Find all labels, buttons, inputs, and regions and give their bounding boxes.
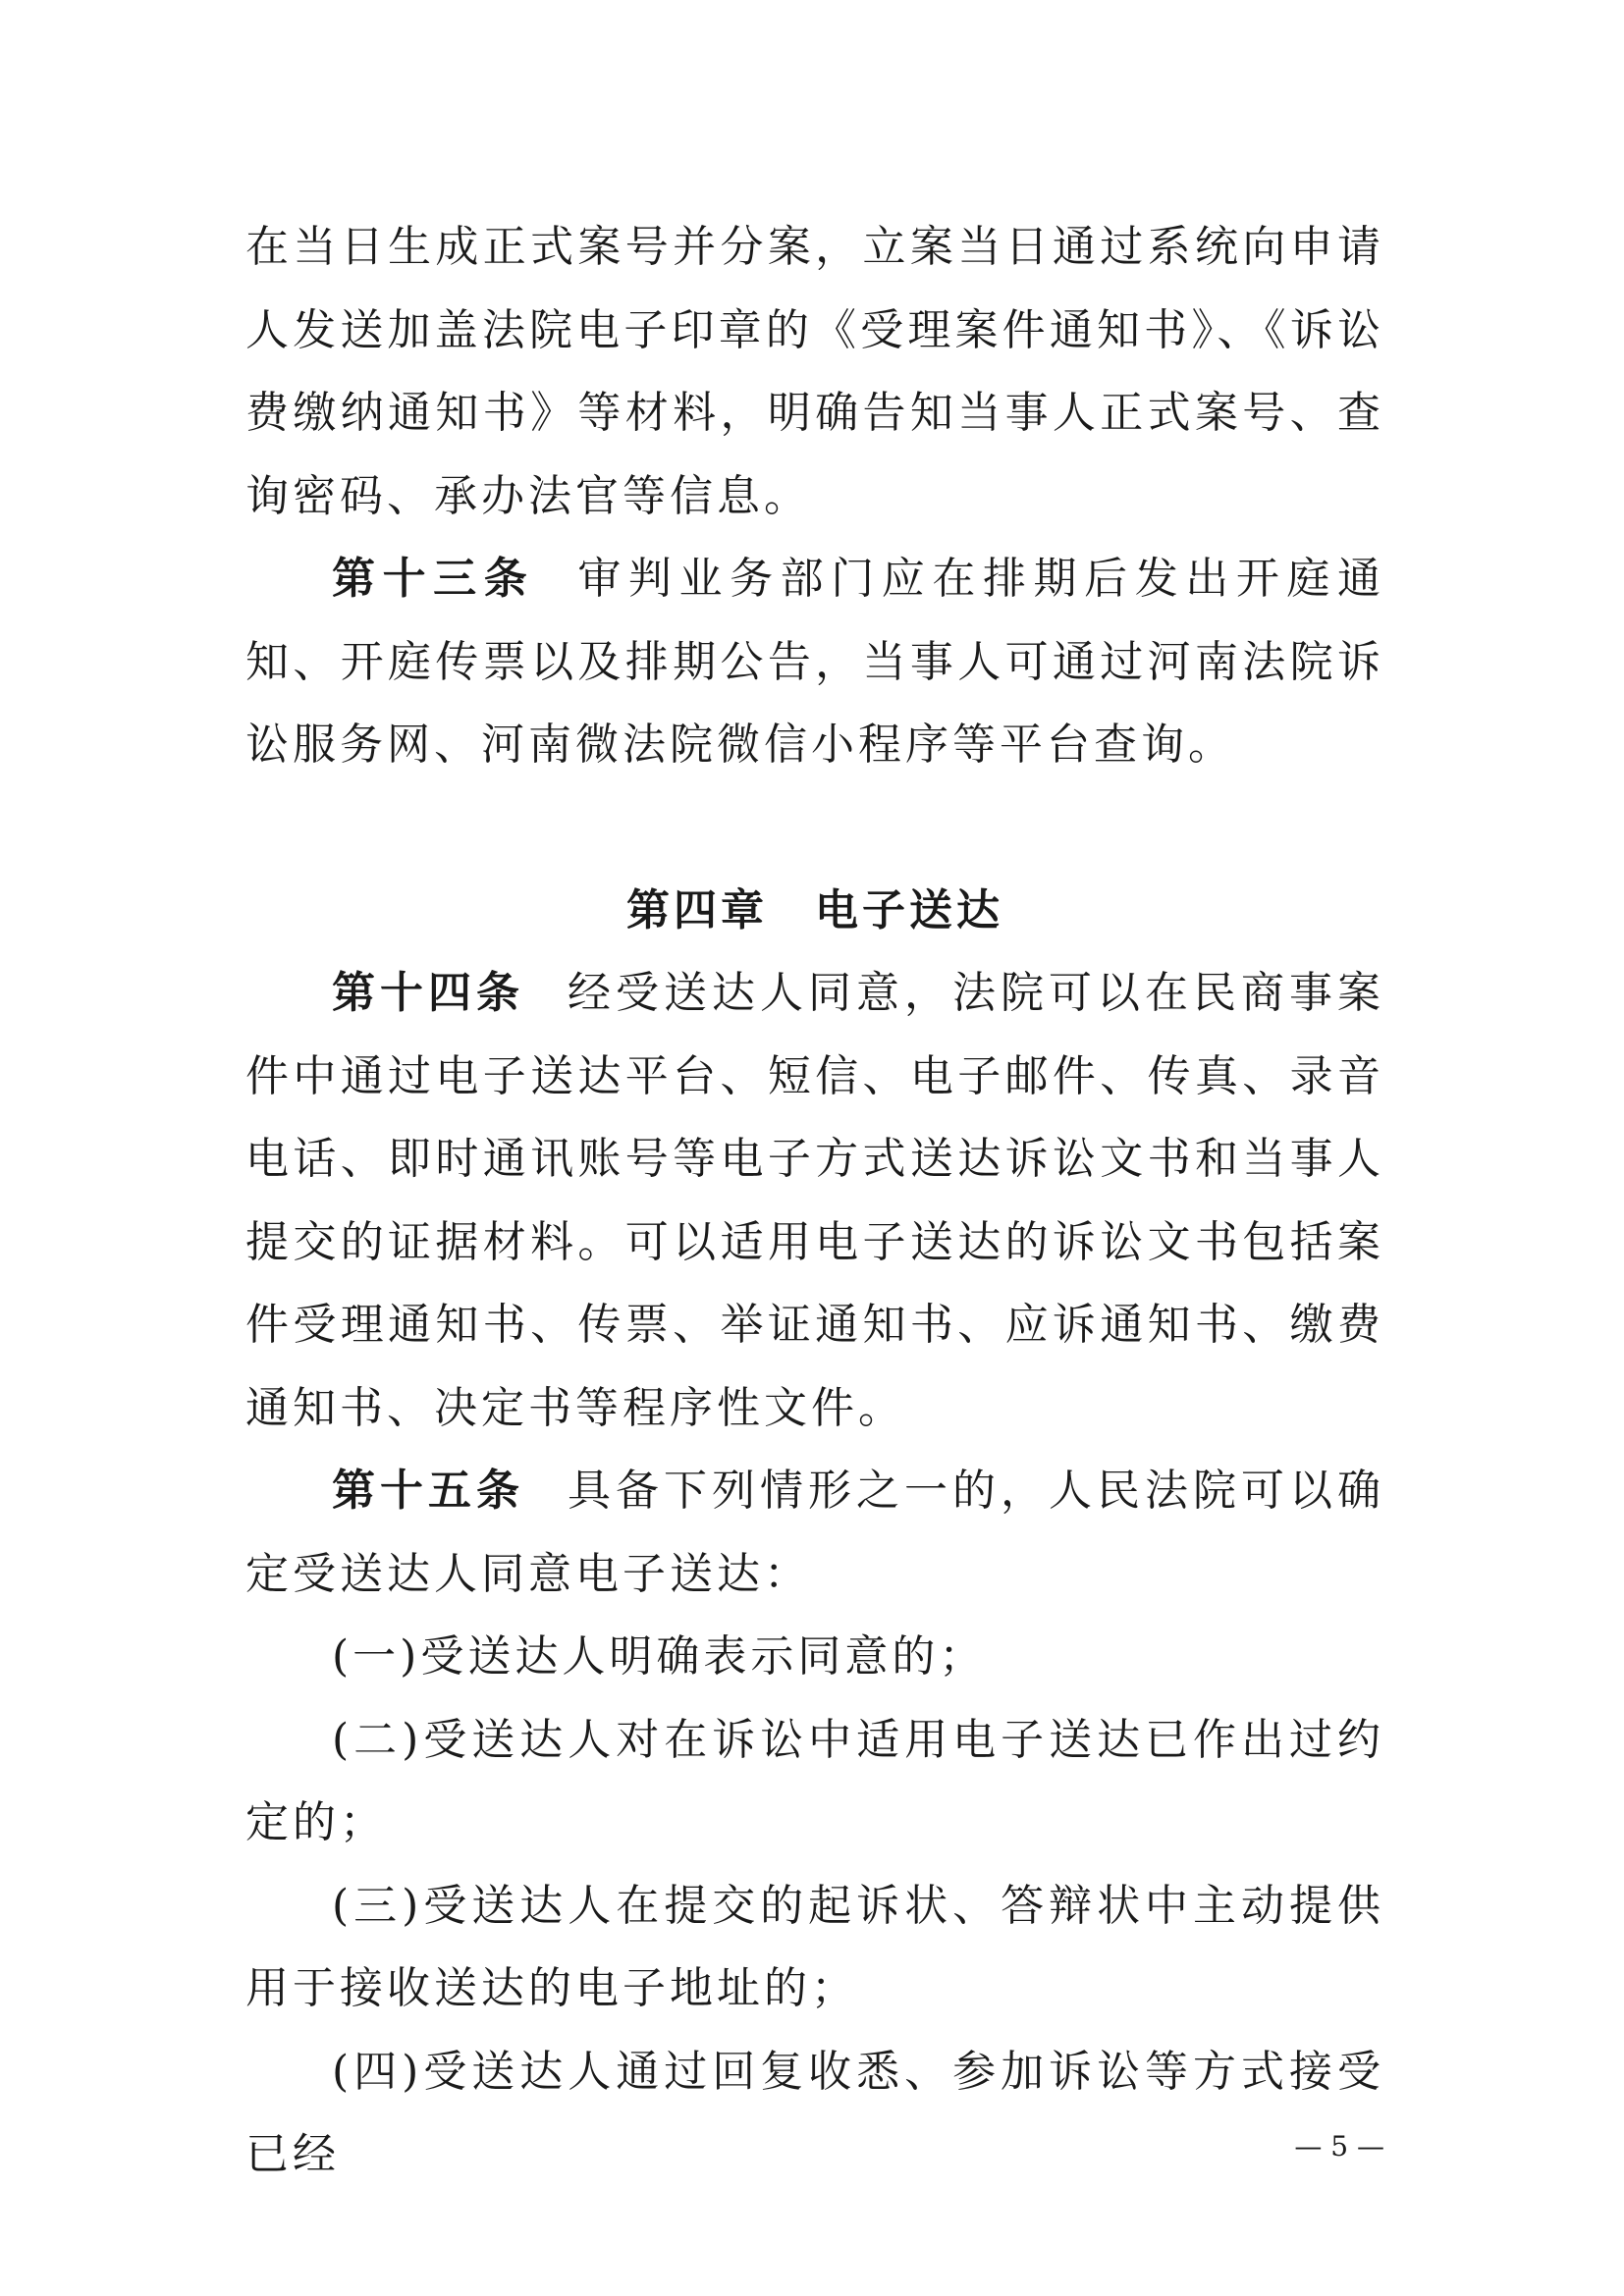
list-item: (一)受送达人明确表示同意的；: [332, 1631, 987, 1682]
page-number: — 5 —: [1294, 2130, 1384, 2163]
list-item: (四)受送达人通过回复收悉、参加诉讼等方式接受已经: [245, 2046, 1384, 2179]
article-13: [245, 538, 1384, 787]
list-item: (三)受送达人在提交的起诉状、答辩状中主动提供用于接收送达的电子地址的；: [245, 1880, 1384, 2013]
list-item: (二)受送达人对在诉讼中适用电子送达已作出过约定的；: [245, 1714, 1384, 1847]
document-page: [245, 206, 1384, 2197]
article-number: 第十三条: [332, 554, 535, 604]
article-14: [245, 952, 1384, 1450]
article-number: 第十五条: [332, 1466, 524, 1516]
article-15: [245, 1450, 1384, 1616]
article-text: 经受送达人同意，法院可以在民商事案件中通过电子送达平台、短信、电子邮件、传真、录音电话、即时通讯账号等电子方式送达诉讼文书和当事人提交的证据材料。可以适用电子送达的诉讼文书包括案件受理通知书、传票、举证通知书、应诉通知书、缴费通知书、决定书等程序性文件。: [245, 968, 1384, 1433]
article-number: 第十四条: [332, 968, 524, 1018]
article-text: 具备下列情形之一的，人民法院可以确定受送达人同意电子送达：: [245, 1466, 1384, 1599]
paragraph-continuation: 在当日生成正式案号并分案，立案当日通过系统向申请人发送加盖法院电子印章的《受理案件通知书》、《诉讼费缴纳通知书》等材料，明确告知当事人正式案号、查询密码、承办法官等信息。: [245, 222, 1384, 521]
article-text: 审判业务部门应在排期后发出开庭通知、开庭传票以及排期公告，当事人可通过河南法院诉讼服务网、河南微法院微信小程序等平台查询。: [245, 554, 1385, 770]
chapter-title: 第四章 电子送达: [626, 884, 1003, 935]
